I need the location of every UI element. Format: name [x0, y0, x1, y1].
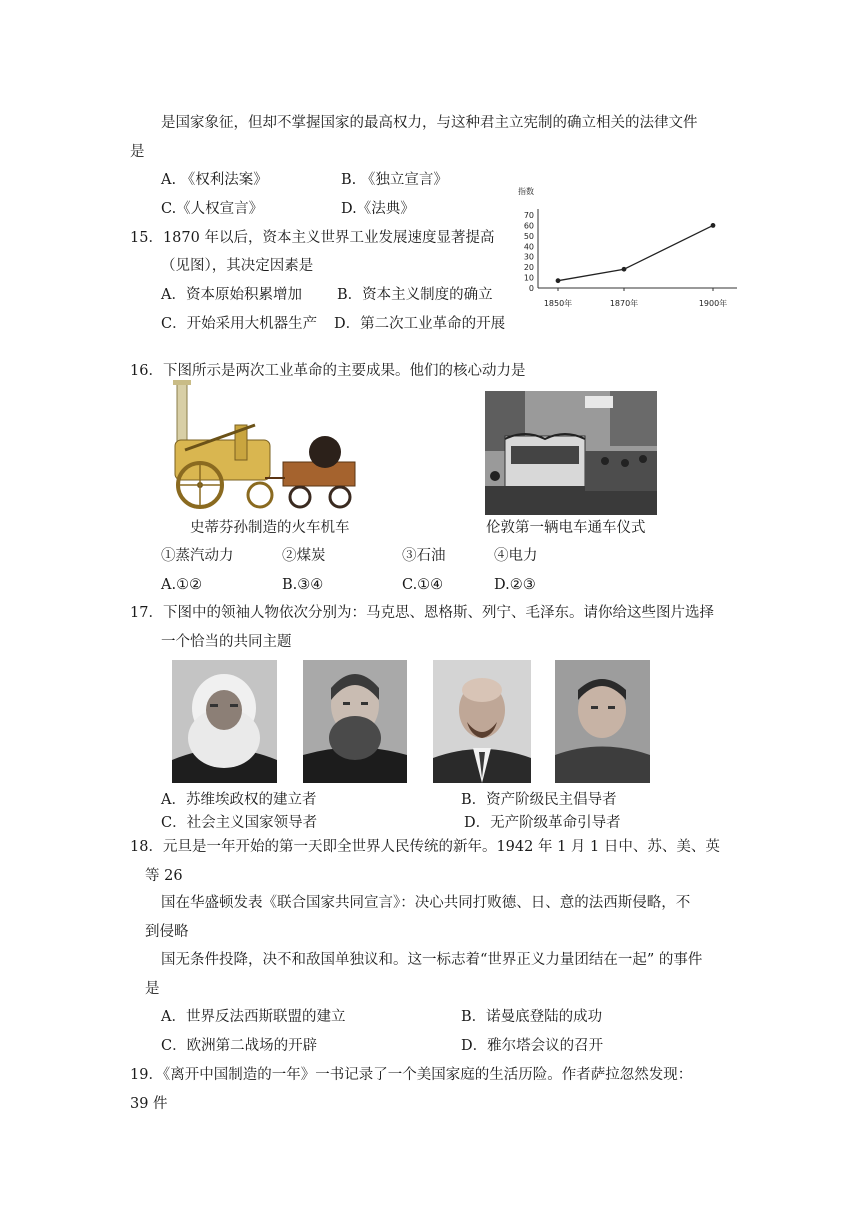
q17-option-b: B．资产阶级民主倡导者	[461, 792, 617, 808]
x-tick-label: 1900年	[698, 299, 728, 308]
q18-line6: 是	[145, 981, 160, 997]
y-tick-label: 50	[523, 231, 534, 241]
q19-line1: 19．《离开中国制造的一年》一书记录了一个美国家庭的生活历险。作者萨拉忽然发现：	[130, 1067, 693, 1083]
q16-option-b: B.③④	[282, 577, 324, 593]
portrait-engels	[303, 660, 407, 783]
y-tick-label: 20	[523, 263, 534, 273]
q14-option-a: A. 《权利法案》	[161, 172, 268, 188]
series-line	[558, 225, 713, 280]
industry-index-chart	[512, 180, 747, 320]
q18-option-d: D．雅尔塔会议的召开	[461, 1038, 604, 1054]
locomotive-image	[165, 380, 365, 515]
portrait-lenin	[433, 660, 531, 783]
q14-option-c: C.《人权宣言》	[161, 201, 264, 217]
data-point	[711, 223, 716, 228]
q18-option-b: B．诺曼底登陆的成功	[461, 1009, 603, 1025]
q15-option-a: A．资本原始积累增加	[161, 287, 302, 303]
y-tick-label: 30	[523, 252, 534, 262]
y-tick-label: 70	[523, 211, 534, 220]
q16-item-3: ③石油	[402, 548, 446, 564]
q16-item-2: ②煤炭	[282, 548, 326, 564]
q14-option-b: B. 《独立宣言》	[341, 172, 448, 188]
y-axis-label: 指数	[518, 187, 534, 196]
portrait-marx	[172, 660, 277, 783]
q18-option-a: A．世界反法西斯联盟的建立	[161, 1009, 346, 1025]
q15-option-c: C．开始采用大机器生产	[161, 316, 318, 332]
q16-option-c: C.①④	[402, 577, 444, 593]
q17-option-a: A．苏维埃政权的建立者	[161, 792, 317, 808]
q18-line1: 18．元旦是一年开始的第一天即全世界人民传统的新年。1942 年 1 月 1 日中、苏、美、英	[130, 839, 720, 855]
data-point	[556, 278, 561, 283]
q17-option-c: C．社会主义国家领导者	[161, 815, 318, 831]
q17-line1: 17．下图中的领袖人物依次分别为：马克思、恩格斯、列宁、毛泽东。请你给这些图片选择	[130, 605, 714, 621]
q14-line2: 是	[130, 144, 145, 160]
y-tick-label: 10	[523, 273, 534, 283]
q15-option-b: B．资本主义制度的确立	[337, 287, 493, 303]
caption-tram: 伦敦第一辆电车通车仪式	[486, 520, 646, 536]
tram-ceremony-photo	[485, 391, 657, 515]
q15-option-d: D．第二次工业革命的开展	[334, 316, 506, 332]
y-tick-label: 0	[528, 284, 534, 293]
q18-line4: 到侵略	[145, 924, 189, 940]
q16-option-d: D.②③	[494, 577, 536, 593]
q16-item-4: ④电力	[494, 548, 538, 564]
q17-line2: 一个恰当的共同主题	[161, 634, 292, 650]
x-tick-label: 1850年	[543, 299, 573, 308]
q14-option-d: D.《法典》	[341, 201, 415, 217]
q14-line1: 是国家象征，但却不掌握国家的最高权力，与这种君主立宪制的确立相关的法律文件	[161, 115, 698, 131]
q16-option-a: A.①②	[161, 577, 203, 593]
data-point	[622, 267, 627, 272]
q18-line2: 等 26	[145, 868, 183, 884]
q16-item-1: ①蒸汽动力	[161, 548, 234, 564]
q18-line5: 国无条件投降，决不和敌国单独议和。这一标志着“世界正义力量团结在一起” 的事件	[161, 952, 703, 968]
q15-line1: 15．1870 年以后，资本主义世界工业发展速度显著提高	[130, 230, 495, 246]
q15-line2: （见图），其决定因素是	[161, 258, 314, 274]
portrait-mao	[555, 660, 650, 783]
q17-option-d: D．无产阶级革命引导者	[464, 815, 621, 831]
x-tick-label: 1870年	[609, 299, 639, 308]
q18-line3: 国在华盛顿发表《联合国家共同宣言》：决心共同打败德、日、意的法西斯侵略，不	[161, 895, 691, 911]
caption-locomotive: 史蒂芬孙制造的火车机车	[190, 520, 350, 536]
y-tick-label: 60	[523, 221, 534, 231]
y-tick-label: 40	[523, 242, 534, 252]
q18-option-c: C．欧洲第二战场的开辟	[161, 1038, 318, 1054]
q19-line2: 39 件	[130, 1096, 168, 1112]
q16-stem: 16．下图所示是两次工业革命的主要成果。他们的核心动力是	[130, 363, 526, 379]
